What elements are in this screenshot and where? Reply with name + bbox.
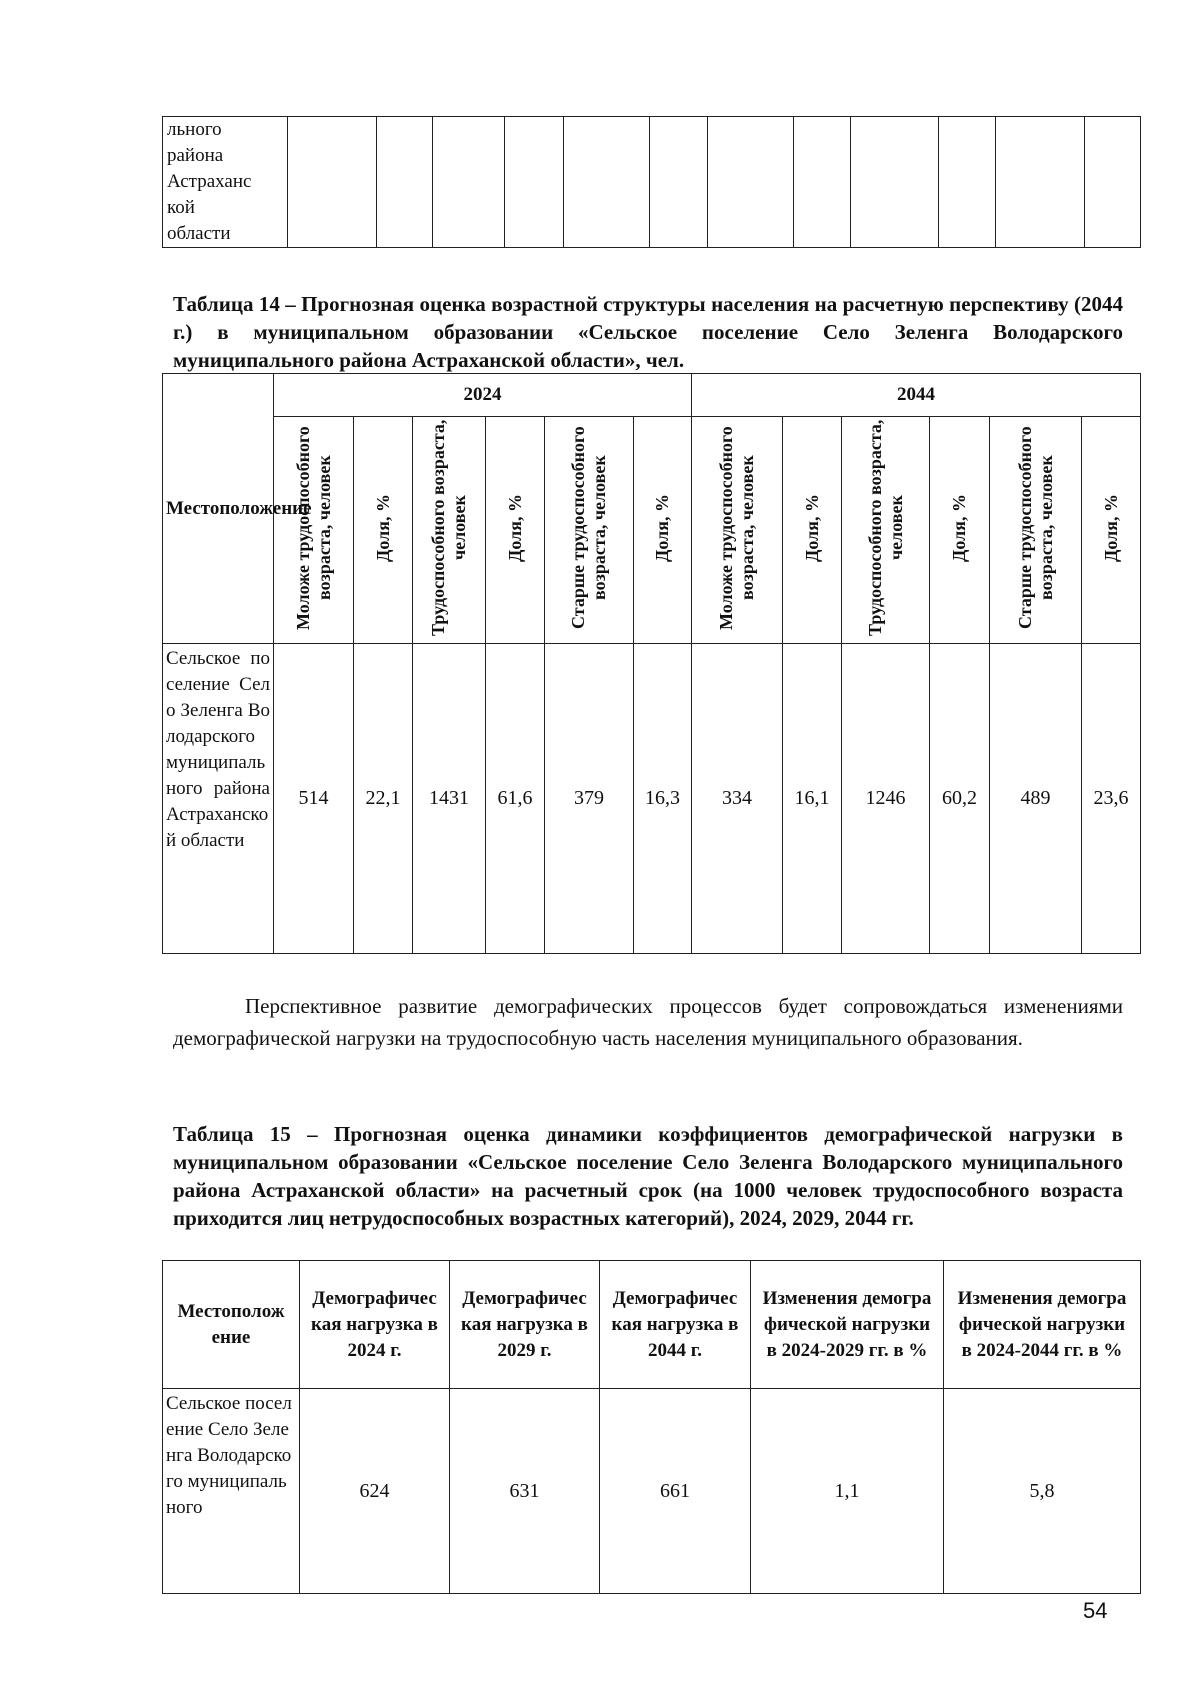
empty-cell bbox=[650, 117, 708, 248]
empty-cell bbox=[851, 117, 939, 248]
table14-subheader bbox=[413, 417, 486, 644]
empty-cell bbox=[377, 117, 433, 248]
table15-header bbox=[751, 1261, 944, 1389]
continued-label-line: кой bbox=[167, 197, 195, 218]
continued-label-line: Астраханс bbox=[167, 171, 252, 192]
table14-subheader-text: Трудоспособного возраста, человек bbox=[428, 419, 469, 636]
table15-value: 631 bbox=[450, 1389, 600, 1594]
body-paragraph: Перспективное развитие демографических процессов будет сопровождаться изменениями демографической нагрузки на трудоспособную часть населения муниципального образования. bbox=[173, 994, 1123, 1050]
table15-value: 5,8 bbox=[944, 1389, 1141, 1594]
table14-value: 22,1 bbox=[354, 644, 413, 954]
table14-subheader-text: Трудоспособного возраста, человек bbox=[864, 419, 906, 636]
continued-label-line: льного bbox=[167, 119, 222, 140]
table14-year-2044: 2044 bbox=[692, 374, 1141, 417]
table14-subheader-text: Доля, % bbox=[1100, 493, 1121, 562]
table14-subheader bbox=[990, 417, 1082, 644]
table14-caption: Таблица 14 – Прогнозная оценка возрастной структуры населения на расчетную перспективу (2044 г.) в муниципальном образовании «Сельское поселение Село Зеленга Володарского муниципального района Астраханской области», чел. bbox=[173, 292, 1123, 372]
table14-value: 23,6 bbox=[1082, 644, 1141, 954]
table14-subheader-text: Доля, % bbox=[372, 493, 393, 562]
table14-value: 334 bbox=[692, 644, 783, 954]
page-number: 54 bbox=[1083, 1598, 1108, 1623]
continued-row-label bbox=[163, 117, 288, 248]
table15-header bbox=[163, 1261, 300, 1389]
table15-header-text: Изменения демографической нагрузки в 2024-2044 гг. в % bbox=[957, 1287, 1127, 1361]
empty-cell bbox=[564, 117, 650, 248]
table14-subheader-text: Доля, % bbox=[504, 493, 525, 562]
table14-subheader bbox=[354, 417, 413, 644]
table14-subheader-text: Старше трудоспособного возраста, человек bbox=[568, 426, 609, 629]
table14-subheader bbox=[486, 417, 545, 644]
empty-cell bbox=[288, 117, 377, 248]
table15-header-text: Демографическая нагрузка в 2029 г. bbox=[461, 1287, 588, 1361]
table15-header bbox=[450, 1261, 600, 1389]
table14-value: 61,6 bbox=[486, 644, 545, 954]
table14-subheader bbox=[1082, 417, 1141, 644]
table15 bbox=[162, 1260, 1141, 1594]
empty-cell bbox=[505, 117, 564, 248]
table15-value: 624 bbox=[300, 1389, 450, 1594]
continued-label-line: области bbox=[167, 223, 231, 244]
table15-header-text: Местоположение bbox=[177, 1300, 285, 1348]
table15-header-text: Демографическая нагрузка в 2044 г. bbox=[611, 1287, 739, 1361]
empty-cell bbox=[1085, 117, 1141, 248]
empty-cell bbox=[939, 117, 996, 248]
table14-subheader-text: Моложе трудоспособного возраста, человек bbox=[292, 425, 334, 630]
continued-table bbox=[162, 116, 1141, 248]
table14-subheader-text: Доля, % bbox=[652, 493, 672, 562]
table14-subheader-text: Моложе трудоспособного возраста, человек bbox=[716, 425, 757, 630]
table14-year-2024: 2024 bbox=[274, 374, 692, 417]
table14-subheader bbox=[274, 417, 354, 644]
table14-value: 16,1 bbox=[783, 644, 842, 954]
table14 bbox=[162, 373, 1141, 954]
table14-subheader bbox=[783, 417, 842, 644]
table14-subheader-text: Доля, % bbox=[949, 493, 969, 562]
empty-cell bbox=[708, 117, 794, 248]
empty-cell bbox=[433, 117, 505, 248]
table14-value: 60,2 bbox=[930, 644, 990, 954]
table15-header bbox=[300, 1261, 450, 1389]
table14-subheader bbox=[545, 417, 634, 644]
table14-value: 1246 bbox=[842, 644, 930, 954]
table15-value: 661 bbox=[600, 1389, 751, 1594]
table14-value: 379 bbox=[545, 644, 634, 954]
table14-location-header: Местоположение bbox=[163, 374, 274, 644]
table15-row-label: Сельское поселение Село Зеленга Володарского муниципального bbox=[163, 1389, 300, 1594]
table15-value: 1,1 bbox=[751, 1389, 944, 1594]
table15-caption: Таблица 15 – Прогнозная оценка динамики коэффициентов демографической нагрузки в муниципальном образовании «Сельское поселение Село Зеленга Володарского муниципального района Астраханской области» на расчетный срок (на 1000 человек трудоспособного возраста приходится лиц нетрудоспособных возрастных категорий), 2024, 2029, 2044 гг. bbox=[173, 1122, 1123, 1230]
table14-value: 489 bbox=[990, 644, 1082, 954]
table14-row-label: Сельское поселение Село Зеленга Володарского муниципального района Астраханской области bbox=[163, 644, 274, 954]
table14-value: 514 bbox=[274, 644, 354, 954]
table15-header-text: Изменения демографической нагрузки в 2024-2029 гг. в % bbox=[762, 1287, 932, 1361]
table15-header bbox=[944, 1261, 1141, 1389]
empty-cell bbox=[794, 117, 851, 248]
table14-subheader bbox=[842, 417, 930, 644]
table14-subheader bbox=[930, 417, 990, 644]
table14-value: 16,3 bbox=[634, 644, 692, 954]
table14-subheader bbox=[634, 417, 692, 644]
table15-header-text: Демографическая нагрузка в 2024 г. bbox=[311, 1287, 438, 1361]
table14-value: 1431 bbox=[413, 644, 486, 954]
table14-subheader-text: Старше трудоспособного возраста, человек bbox=[1014, 426, 1056, 629]
empty-cell bbox=[996, 117, 1085, 248]
table14-subheader bbox=[692, 417, 783, 644]
table15-header bbox=[600, 1261, 751, 1389]
table14-subheader-text: Доля, % bbox=[801, 493, 822, 562]
continued-label-line: района bbox=[167, 145, 224, 166]
